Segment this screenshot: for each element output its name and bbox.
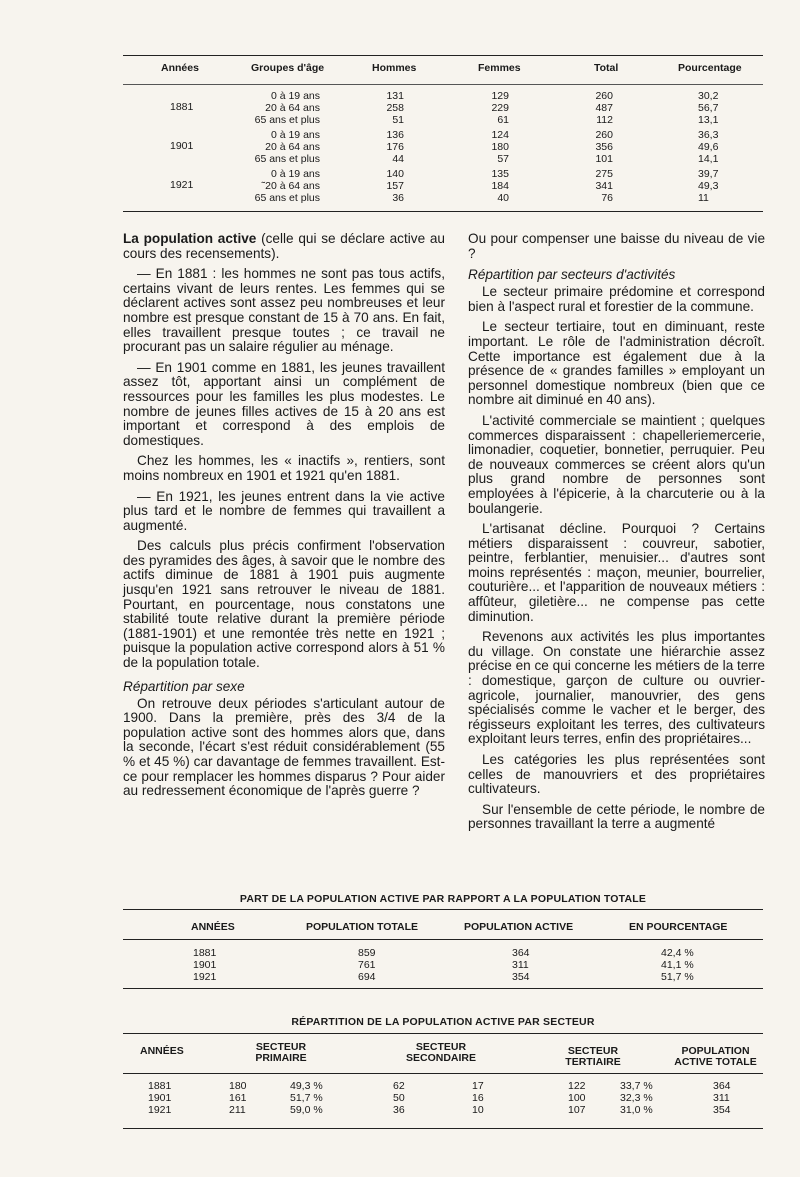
th-line: SECTEUR	[415, 1041, 467, 1053]
cell: 184	[491, 180, 509, 192]
cell: 1901	[193, 959, 217, 971]
totale-col	[358, 947, 376, 983]
cell: 0 à 19 ans	[270, 129, 320, 141]
age-groups-col	[248, 129, 320, 165]
cell: 356	[595, 141, 613, 153]
th-annees: Années	[161, 62, 199, 74]
th-hommes: Hommes	[372, 62, 417, 74]
th-secteur-secondaire	[391, 1042, 491, 1064]
pct-col	[661, 947, 694, 983]
paragraph: Des calculs plus précis confirment l'observation des pyramides des âges, à savoir que le nombre des actifs diminue de 1881 à 1901 puis augmente jusqu'en 1921 sans retrouver le niveau de 1881. Pourtant, en pourcentage, nous constatons une stabilité toute relative durant la première période (1881-1901) et une remontée très nette en 1921 ; puisque la population active correspond alors à 51 % de la population totale.	[123, 538, 445, 671]
cell: 65 ans et plus	[254, 114, 320, 126]
group-year: 1901	[170, 140, 194, 152]
th-line: ACTIVE TOTALE	[674, 1056, 757, 1068]
years-col	[148, 1080, 171, 1116]
subheading-sexe: Répartition par sexe	[123, 678, 245, 694]
years-col	[193, 947, 216, 983]
tertiaire-pct-col	[620, 1080, 653, 1116]
paragraph: Sur l'ensemble de cette période, le nombre de personnes travaillant la terre a augmenté	[468, 801, 765, 832]
cell: 101	[595, 153, 613, 165]
cell: 31,0 %	[620, 1104, 653, 1116]
table-active-header-rule	[123, 939, 763, 940]
cell: 211	[229, 1104, 246, 1116]
pct-col	[698, 90, 738, 126]
lead-heading: La population active	[123, 231, 257, 246]
text-column-left	[123, 232, 445, 805]
cell: 59,0 %	[290, 1104, 323, 1116]
cell: 112	[596, 114, 613, 126]
total-col	[573, 90, 613, 126]
cell: 136	[386, 129, 404, 141]
total-col	[573, 129, 613, 165]
hommes-col	[364, 129, 404, 165]
cell: 33,7 %	[620, 1080, 653, 1092]
th-line: SECTEUR	[255, 1041, 307, 1053]
cell: 129	[491, 90, 509, 102]
th-secteur-tertiaire	[553, 1046, 633, 1068]
cell: 13,1	[698, 114, 719, 126]
table-ages-group-1901	[123, 129, 763, 165]
table-ages-header-rule	[123, 84, 763, 85]
cell: 14,1	[698, 153, 719, 165]
cell: 1901	[148, 1092, 172, 1104]
th-population-active-totale	[668, 1046, 763, 1068]
cell: 1921	[148, 1104, 172, 1116]
cell: 36	[392, 192, 404, 204]
paragraph: Le secteur tertiaire, tout en diminuant, reste important. Le rôle de l'administration décroît. Cette importance est également due à la présence de « grandes familles » employant un personnel domestique nombreux (bien que ce nombre ait diminué en 40 ans).	[468, 319, 765, 408]
table-ages-top-rule	[123, 55, 763, 56]
cell: 364	[512, 947, 530, 959]
paragraph: Les catégories les plus représentées sont celles de manouvriers et des propriétaires cultivateurs.	[468, 752, 765, 797]
cell: 311	[512, 959, 529, 971]
th-line: TERTIAIRE	[565, 1056, 621, 1068]
cell: 11	[698, 192, 709, 204]
cell: 229	[491, 102, 509, 114]
cell: 44	[392, 153, 404, 165]
cell: 41,1 %	[661, 959, 694, 971]
age-groups-col	[248, 168, 320, 204]
pct-col	[698, 168, 738, 204]
cell: 0 à 19 ans	[270, 168, 320, 180]
cell: 17	[472, 1080, 484, 1092]
primaire-n-col	[229, 1080, 247, 1116]
femmes-col	[469, 168, 509, 204]
cell: 1881	[193, 947, 217, 959]
paragraph: — En 1921, les jeunes entrent dans la vie active plus tard et le nombre de femmes qui travaillent a augmenté.	[123, 488, 445, 533]
th-line: PRIMAIRE	[255, 1052, 307, 1064]
cell: 140	[386, 168, 404, 180]
cell: 42,4 %	[661, 947, 694, 959]
cell: 57	[497, 153, 509, 165]
cell: 56,7	[698, 102, 719, 114]
primaire-pct-col	[290, 1080, 323, 1116]
th-line: SECONDAIRE	[405, 1052, 476, 1064]
pct-col	[698, 129, 738, 165]
th-en-pourcentage: EN POURCENTAGE	[629, 921, 728, 933]
cell: 761	[358, 959, 376, 971]
cell: 20 à 64 ans	[265, 102, 320, 114]
active-col	[512, 947, 530, 983]
tertiaire-n-col	[568, 1080, 586, 1116]
th-annees: ANNÉES	[191, 921, 235, 933]
cell: 122	[568, 1080, 586, 1092]
hommes-col	[364, 90, 404, 126]
cell: 131	[386, 90, 404, 102]
cell: 260	[595, 129, 613, 141]
paragraph: Chez les hommes, les « inactifs », rentiers, sont moins nombreux en 1901 et 1921 qu'en 1881.	[123, 453, 445, 483]
cell: 157	[386, 180, 404, 192]
cell: 694	[358, 971, 376, 983]
cell: 135	[491, 168, 509, 180]
cell: 354	[713, 1104, 731, 1116]
cell: 40	[497, 192, 509, 204]
cell: 176	[386, 141, 404, 153]
cell: 180	[229, 1080, 247, 1092]
table-ages-group-1881	[123, 90, 763, 126]
cell: 36	[393, 1104, 405, 1116]
hommes-col	[364, 168, 404, 204]
th-total: Total	[594, 62, 619, 74]
cell: 50	[393, 1092, 405, 1104]
cell: 49,3 %	[290, 1080, 323, 1092]
femmes-col	[469, 90, 509, 126]
cell: 487	[595, 102, 613, 114]
group-year: 1881	[170, 101, 194, 113]
cell: 30,2	[698, 90, 719, 102]
cell: 49,3	[698, 180, 719, 192]
cell: 124	[491, 129, 509, 141]
paragraph: — En 1901 comme en 1881, les jeunes travaillent assez tôt, apportant ainsi un complément de ressources pour les familles les plus modestes. Le nombre de jeunes filles actives de 15 à 20 ans est important et correspond à des emplois de domestiques.	[123, 359, 445, 448]
table-active-title: PART DE LA POPULATION ACTIVE PAR RAPPORT A LA POPULATION TOTALE	[239, 893, 647, 905]
cell: 100	[568, 1092, 586, 1104]
cell: 364	[713, 1080, 731, 1092]
th-line: POPULATION	[681, 1045, 750, 1057]
lead-text: (celle qui se déclare active au cours des recensements).	[123, 231, 445, 261]
cell: 260	[595, 90, 613, 102]
cell: 1921	[193, 971, 217, 983]
cell: 258	[386, 102, 404, 114]
th-population-active: POPULATION ACTIVE	[464, 921, 574, 933]
paragraph: Ou pour compenser une baisse du niveau de vie ?	[468, 231, 765, 261]
cell: 65 ans et plus	[254, 153, 320, 165]
cell: 16	[472, 1092, 484, 1104]
cell: 20 à 64 ans	[265, 141, 320, 153]
paragraph: Le secteur primaire prédomine et correspond bien à l'aspect rural et forestier de la commune.	[468, 284, 765, 314]
table-secteur-bottom-rule	[123, 1128, 763, 1129]
cell: 859	[358, 947, 376, 959]
table-secteur-top-rule	[123, 1033, 763, 1034]
secondaire-b-col	[472, 1080, 484, 1116]
lead-paragraph	[123, 232, 445, 261]
paragraph: Revenons aux activités les plus importantes du village. On constate une hiérarchie assez précise en ce qui concerne les métiers de la terre : domestique, garçon de culture ou ouvrier-agricole, journalier, manouvrier, des gens spécialisés comme le vacher et le berger, des régisseurs exploitant les terres, des cultivateurs exploitant leurs terres, enfin des propriétaires...	[468, 629, 765, 747]
cell: 32,3 %	[620, 1092, 653, 1104]
cell: 354	[512, 971, 530, 983]
table-ages-group-1921	[123, 168, 763, 204]
table-ages-bottom-rule	[123, 211, 763, 212]
paragraph: On retrouve deux périodes s'articulant autour de 1900. Dans la première, près des 3/4 de la population active sont des hommes alors que, dans la seconde, l'écart s'est réduit considérablement (55 % et 45 %) car davantage de femmes travaillent. Est-ce pour remplacer les hommes disparus ? Pour aider au redressement économique de l'après guerre ?	[123, 695, 445, 799]
paragraph: L'artisanat décline. Pourquoi ? Certains métiers disparaissent : couvreur, sabotier, peintre, ferblantier, menuisier... d'autres sont moins représentés : maçon, meunier, bourrelier, couturière... et l'apparition de nouveaux métiers : affûteur, giletière... ne compense pas cette diminution.	[468, 521, 765, 624]
cell: 51	[392, 114, 404, 126]
cell: 36,3	[698, 129, 719, 141]
cell: 39,7	[698, 168, 719, 180]
table-secteur-header-rule	[123, 1073, 763, 1074]
cell: 62	[393, 1080, 405, 1092]
table-active-top-rule	[123, 909, 763, 910]
subheading-secteurs: Répartition par secteurs d'activités	[468, 267, 676, 283]
age-groups-col	[248, 90, 320, 126]
th-line: SECTEUR	[567, 1045, 619, 1057]
cell: 161	[229, 1092, 247, 1104]
cell: 180	[491, 141, 509, 153]
th-groupes-age: Groupes d'âge	[251, 62, 325, 74]
th-annees: ANNÉES	[140, 1045, 184, 1057]
paragraph: — En 1881 : les hommes ne sont pas tous actifs, certains vivant de leurs rentes. Les femmes qui se déclarent actives sont assez peu nombreuses et leur nombre est presque constant de 15 à 70 ans. En fait, elles travaillent presque toutes ; ce travail ne procurant pas un salaire régulier au ménage.	[123, 266, 445, 355]
cell: 275	[595, 168, 613, 180]
th-femmes: Femmes	[478, 62, 521, 74]
table-active-bottom-rule	[123, 988, 763, 989]
cell: 107	[568, 1104, 586, 1116]
cell: 51,7 %	[290, 1092, 323, 1104]
femmes-col	[469, 129, 509, 165]
cell: 51,7 %	[661, 971, 694, 983]
th-pourcentage: Pourcentage	[678, 62, 742, 74]
cell: 1881	[148, 1080, 172, 1092]
secondaire-a-col	[393, 1080, 405, 1116]
paragraph: L'activité commerciale se maintient ; quelques commerces disparaissent : chapelleriemercerie, limonadier, coquetier, bonnetier, perruquier. Peu de nouveaux commerces se créent alors qu'un plus grand nombre de personnes sont employées à l'épicerie, à la charcuterie ou à la boulangerie.	[468, 412, 765, 516]
cell: 65 ans et plus	[254, 192, 320, 204]
cell: 341	[595, 180, 613, 192]
cell: 311	[713, 1092, 730, 1104]
cell: 76	[601, 192, 613, 204]
table-secteur-title: RÉPARTITION DE LA POPULATION ACTIVE PAR SECTEUR	[291, 1016, 595, 1028]
cell: 0 à 19 ans	[270, 90, 320, 102]
cell: 49,6	[698, 141, 719, 153]
cell: ˜20 à 64 ans	[261, 180, 320, 192]
cell: 61	[497, 114, 509, 126]
group-year: 1921	[170, 179, 194, 191]
th-population-totale: POPULATION TOTALE	[306, 921, 418, 933]
total-col	[573, 168, 613, 204]
cell: 10	[472, 1104, 484, 1116]
th-secteur-primaire	[241, 1042, 321, 1064]
text-column-right	[468, 232, 765, 838]
total-col	[713, 1080, 731, 1116]
